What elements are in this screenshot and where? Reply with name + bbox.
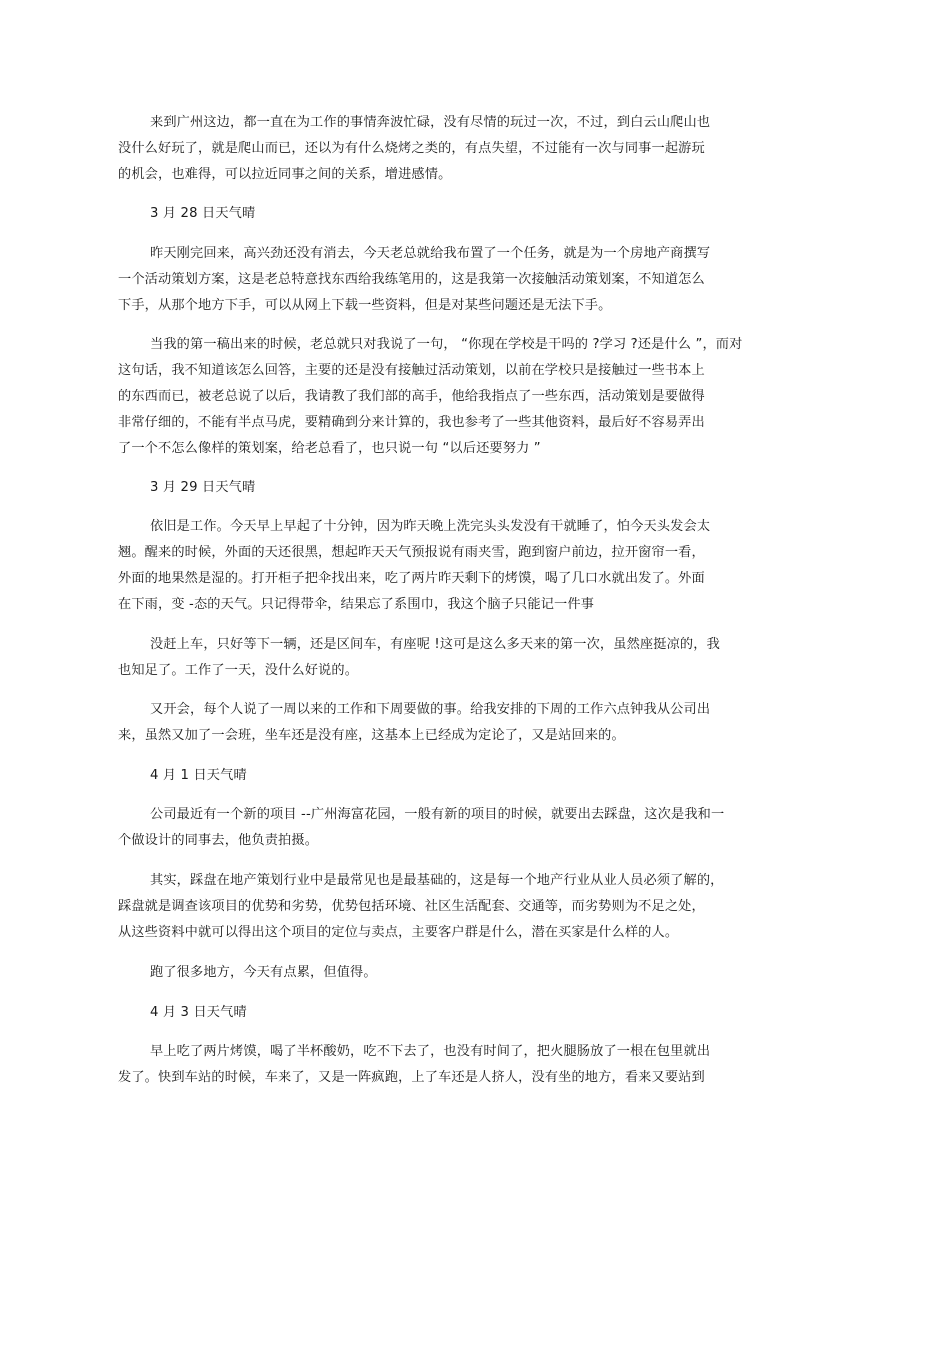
paragraph-line: 个做设计的同事去，他负责拍摄。: [118, 833, 319, 848]
paragraph-line: 下手，从那个地方下手，可以从网上下载一些资料，但是对某些问题还是无法下手。: [118, 298, 612, 313]
paragraph-line: 的东西而已，被老总说了以后，我请教了我们部的高手，他给我指点了一些东西，活动策划是要做得: [118, 389, 705, 404]
paragraph-line: 跑了很多地方，今天有点累，但值得。: [150, 965, 377, 980]
paragraph-line: 非常仔细的，不能有半点马虎，要精确到分来计算的，我也参考了一些其他资料，最后好不容易弄出: [118, 415, 705, 430]
paragraph-line: 从这些资料中就可以得出这个项目的定位与卖点，主要客户群是什么，潜在买家是什么样的人。: [118, 925, 679, 940]
paragraph-line: 昨天刚完回来，高兴劲还没有消去，今天老总就给我布置了一个任务，就是为一个房地产商撰写: [150, 246, 711, 261]
paragraph-line: 发了。快到车站的时候，车来了，又是一阵疯跑，上了车还是人挤人，没有坐的地方，看来又要站到: [118, 1070, 705, 1085]
paragraph-line: 没赶上车，只好等下一辆，还是区间车，有座呢 !这可是这么多天来的第一次，虽然座挺凉的，我: [150, 637, 720, 652]
paragraph-line: 的机会，也难得，可以拉近同事之间的关系，增进感情。: [118, 167, 452, 182]
paragraph-line: 又开会，每个人说了一周以来的工作和下周要做的事。给我安排的下周的工作六点钟我从公司出: [150, 702, 711, 717]
paragraph-line: 早上吃了两片烤馍，喝了半杯酸奶，吃不下去了，也没有时间了，把火腿肠放了一根在包里就出: [150, 1044, 711, 1059]
paragraph-line: 当我的第一稿出来的时候，老总就只对我说了一句， “你现在学校是干吗的 ?学习 ?还是什么 ”，而对: [150, 337, 743, 352]
paragraph-line: 没什么好玩了，就是爬山而已，还以为有什么烧烤之类的，有点失望，不过能有一次与同事一起游玩: [118, 141, 705, 156]
paragraph-line: 了一个不怎么像样的策划案，给老总看了，也只说一句 “以后还要努力 ”: [118, 441, 541, 456]
paragraph-line: 外面的地果然是湿的。打开柜子把伞找出来，吃了两片昨天剩下的烤馍，喝了几口水就出发了。外面: [118, 571, 705, 586]
diary-date-heading: 3 月 28 日天气晴: [150, 206, 256, 221]
paragraph-line: 公司最近有一个新的项目 --广州海富花园，一般有新的项目的时候，就要出去踩盘，这次是我和一: [150, 807, 725, 822]
diary-date-heading: 3 月 29 日天气晴: [150, 480, 256, 495]
paragraph-line: 一个活动策划方案，这是老总特意找东西给我练笔用的，这是我第一次接触活动策划案，不知道怎么: [118, 272, 705, 287]
paragraph-line: 这句话，我不知道该怎么回答，主要的还是没有接触过活动策划，以前在学校只是接触过一些书本上: [118, 363, 705, 378]
paragraph-line: 在下雨，变 -态的天气。只记得带伞，结果忘了系围巾，我这个脑子只能记一件事: [118, 597, 595, 612]
paragraph-line: 依旧是工作。今天早上早起了十分钟，因为昨天晚上洗完头头发没有干就睡了，怕今天头发会太: [150, 519, 711, 534]
paragraph-line: 翘。醒来的时候，外面的天还很黑，想起昨天天气预报说有雨夹雪，跑到窗户前边，拉开窗帘一看，: [118, 545, 705, 560]
paragraph-line: 踩盘就是调查该项目的优势和劣势，优势包括环境、社区生活配套、交通等，而劣势则为不足之处，: [118, 899, 705, 914]
diary-date-heading: 4 月 3 日天气晴: [150, 1005, 247, 1020]
paragraph-line: 来，虽然又加了一会班，坐车还是没有座，这基本上已经成为定论了，又是站回来的。: [118, 728, 625, 743]
paragraph-line: 其实，踩盘在地产策划行业中是最常见也是最基础的，这是每一个地产行业从业人员必须了解的，: [150, 873, 724, 888]
diary-date-heading: 4 月 1 日天气晴: [150, 768, 247, 783]
paragraph-line: 来到广州这边，都一直在为工作的事情奔波忙碌，没有尽情的玩过一次，不过，到白云山爬山也: [150, 115, 711, 130]
paragraph-line: 也知足了。工作了一天，没什么好说的。: [118, 663, 359, 678]
